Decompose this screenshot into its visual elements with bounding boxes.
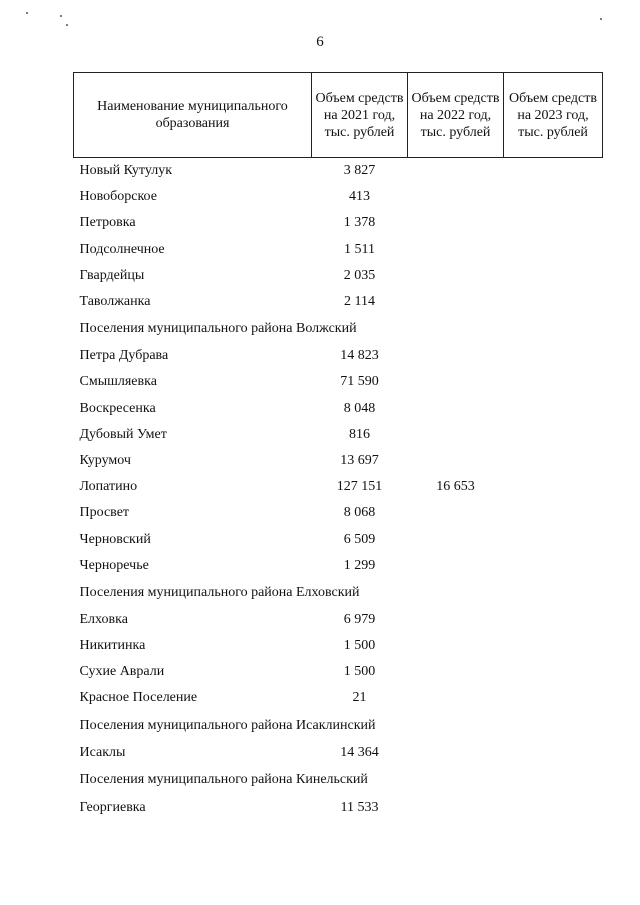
- volume-2022: 16 653: [436, 479, 475, 495]
- volume-2022: [408, 659, 504, 685]
- municipality-name: Воскресенка: [79, 400, 156, 416]
- volume-2023: [504, 289, 603, 315]
- volume-2023: [504, 210, 603, 236]
- volume-2023: [504, 158, 603, 185]
- table-row: [74, 396, 603, 422]
- scan-speck: [66, 24, 68, 26]
- allocation-table: [73, 72, 603, 822]
- volume-2023: [504, 396, 603, 422]
- municipality-name: Никитинка: [79, 638, 146, 654]
- table-body: [74, 158, 603, 822]
- scan-speck: [26, 12, 28, 14]
- table-row: [74, 794, 603, 822]
- volume-2023: [504, 633, 603, 659]
- header-volume-2022: Объем средств на 2022 год, тыс. рублей: [408, 73, 504, 158]
- volume-2023: [504, 500, 603, 526]
- table-row: [74, 158, 603, 185]
- volume-2021: 1 511: [344, 241, 375, 257]
- municipality-name: Лопатино: [79, 479, 138, 495]
- header-municipality: Наименование муниципального образования: [74, 73, 312, 158]
- volume-2022: [408, 553, 504, 579]
- table-row: [74, 500, 603, 526]
- group-heading: Поселения муниципального района Елховский: [79, 584, 360, 600]
- municipality-name: Новый Кутулук: [79, 163, 173, 179]
- municipality-name: Новоборское: [79, 189, 157, 205]
- volume-2022: [408, 237, 504, 263]
- table-row: [74, 659, 603, 685]
- volume-2021: 6 509: [343, 531, 376, 547]
- municipality-name: Просвет: [79, 505, 130, 521]
- volume-2023: [504, 474, 603, 500]
- volume-2021: 14 364: [340, 744, 379, 760]
- volume-2022: [408, 210, 504, 236]
- volume-2021: 413: [349, 189, 370, 205]
- municipality-name: Георгиевка: [79, 799, 146, 815]
- municipality-name: Подсолнечное: [79, 241, 165, 257]
- volume-2021: 13 697: [340, 452, 379, 468]
- scan-speck: [60, 15, 62, 17]
- volume-2021: 71 590: [340, 374, 379, 390]
- volume-2023: [504, 369, 603, 395]
- group-heading-row: [74, 766, 603, 794]
- volume-2023: [504, 184, 603, 210]
- volume-2022: [408, 794, 504, 822]
- volume-2021: 8 068: [343, 505, 376, 521]
- volume-2021: 1 500: [343, 664, 376, 680]
- volume-2021: 1 378: [343, 215, 376, 231]
- table-row: [74, 553, 603, 579]
- volume-2022: [408, 740, 504, 766]
- table-row: [74, 448, 603, 474]
- volume-2022: [408, 343, 504, 369]
- volume-2022: [408, 396, 504, 422]
- group-heading: Поселения муниципального района Кинельский: [79, 771, 368, 787]
- table-row: [74, 474, 603, 500]
- volume-2021: 3 827: [343, 163, 376, 179]
- municipality-name: Гвардейцы: [79, 267, 145, 283]
- header-volume-2023: Объем средств на 2023 год, тыс. рублей: [504, 73, 603, 158]
- volume-2023: [504, 263, 603, 289]
- volume-2023: [504, 448, 603, 474]
- municipality-name: Черноречье: [79, 557, 149, 573]
- table-row: [74, 740, 603, 766]
- municipality-name: Дубовый Умет: [79, 426, 167, 442]
- table-row: [74, 685, 603, 711]
- volume-2022: [408, 607, 504, 633]
- volume-2021: 6 979: [343, 611, 376, 627]
- volume-2021: 1 500: [343, 638, 376, 654]
- volume-2021: 2 114: [344, 294, 375, 310]
- volume-2023: [504, 740, 603, 766]
- volume-2022: [408, 685, 504, 711]
- table-row: [74, 237, 603, 263]
- municipality-name: Елховка: [79, 611, 128, 627]
- volume-2021: 8 048: [343, 400, 376, 416]
- table-header: [74, 73, 603, 158]
- table-row: [74, 184, 603, 210]
- volume-2023: [504, 659, 603, 685]
- volume-2021: 14 823: [340, 348, 379, 364]
- table-row: [74, 422, 603, 448]
- volume-2022: [408, 263, 504, 289]
- volume-2022: [408, 500, 504, 526]
- municipality-name: Исаклы: [79, 744, 126, 760]
- header-volume-2021: Объем средств на 2021 год, тыс. рублей: [312, 73, 408, 158]
- table-row: [74, 210, 603, 236]
- table-row: [74, 369, 603, 395]
- group-heading: Поселения муниципального района Волжский: [79, 321, 357, 337]
- volume-2021: 816: [349, 426, 370, 442]
- group-heading: Поселения муниципального района Исаклинский: [79, 717, 376, 733]
- table-row: [74, 343, 603, 369]
- volume-2022: [408, 422, 504, 448]
- volume-2023: [504, 553, 603, 579]
- volume-2022: [408, 369, 504, 395]
- volume-2022: [408, 526, 504, 552]
- volume-2023: [504, 794, 603, 822]
- volume-2022: [408, 158, 504, 185]
- table-row: [74, 607, 603, 633]
- volume-2023: [504, 422, 603, 448]
- volume-2023: [504, 685, 603, 711]
- volume-2021: 11 533: [340, 799, 379, 815]
- volume-2022: [408, 448, 504, 474]
- scan-speck: [600, 18, 602, 20]
- municipality-name: Черновский: [79, 531, 151, 547]
- volume-2022: [408, 633, 504, 659]
- table-row: [74, 263, 603, 289]
- volume-2023: [504, 526, 603, 552]
- municipality-name: Петровка: [79, 215, 136, 231]
- volume-2021: 21: [352, 690, 367, 706]
- municipality-name: Смышляевка: [79, 374, 157, 390]
- page-number: 6: [316, 34, 324, 50]
- volume-2023: [504, 607, 603, 633]
- volume-2022: [408, 184, 504, 210]
- volume-2023: [504, 343, 603, 369]
- municipality-name: Красное Поселение: [79, 690, 198, 706]
- volume-2021: 2 035: [343, 267, 376, 283]
- volume-2021: 127 151: [336, 479, 383, 495]
- volume-2023: [504, 237, 603, 263]
- table-row: [74, 289, 603, 315]
- municipality-name: Курумоч: [79, 452, 131, 468]
- table-row: [74, 633, 603, 659]
- municipality-name: Сухие Аврали: [79, 664, 165, 680]
- volume-2021: 1 299: [343, 557, 376, 573]
- group-heading-row: [74, 579, 603, 607]
- municipality-name: Петра Дубрава: [79, 348, 169, 364]
- table-row: [74, 526, 603, 552]
- group-heading-row: [74, 712, 603, 740]
- municipality-name: Таволжанка: [79, 294, 151, 310]
- volume-2022: [408, 289, 504, 315]
- group-heading-row: [74, 315, 603, 343]
